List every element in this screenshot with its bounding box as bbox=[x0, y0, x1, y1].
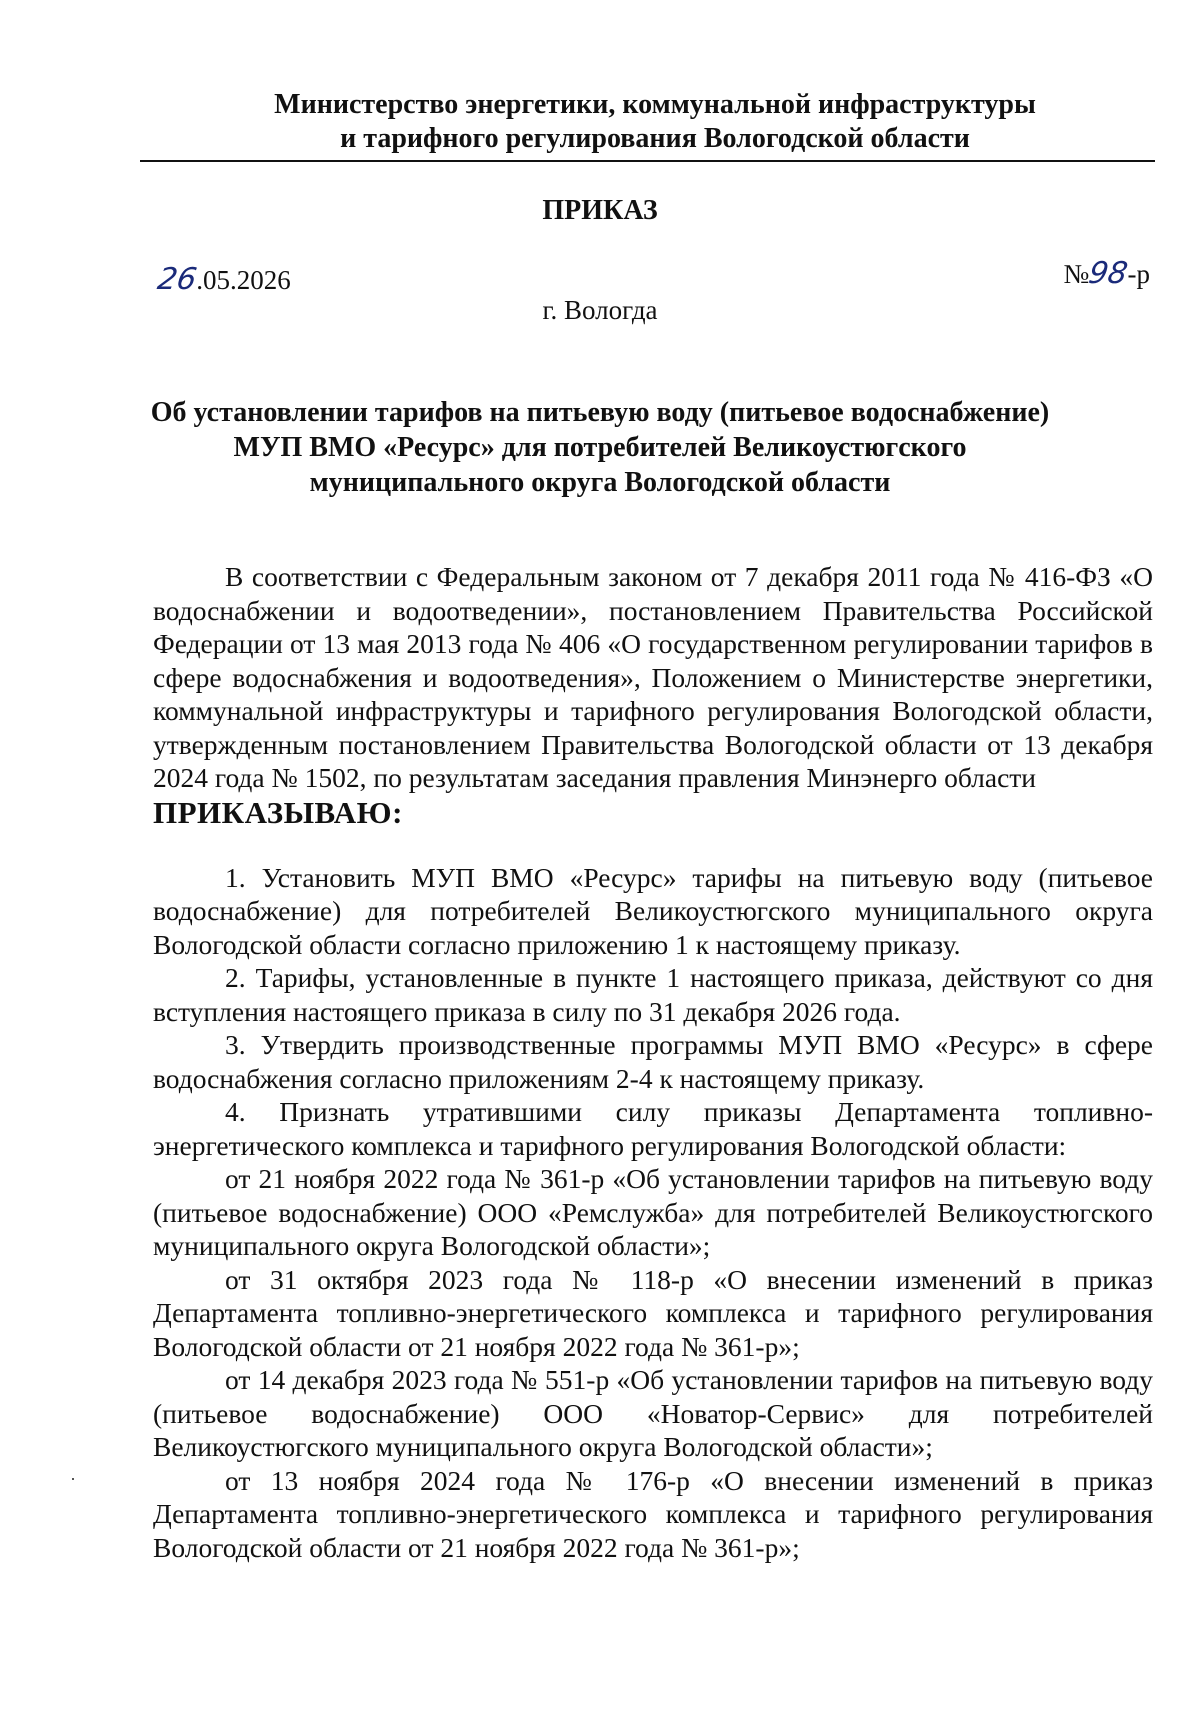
title-line-3: муниципального округа Вологодской области bbox=[309, 467, 891, 498]
repealed-order-2: от 31 октября 2023 года № 118-р «О внесении изменений в приказ Департамента топливно-энергетического комплекса и тарифного регулирования Вологодской области от 21 ноября 2022 года № 361-р»; bbox=[153, 1263, 1153, 1362]
date-rest: .05.2026 bbox=[196, 265, 291, 295]
city: г. Вологда bbox=[542, 295, 658, 325]
item-2: 2. Тарифы, установленные в пункте 1 настоящего приказа, действуют со дня вступления настоящего приказа в силу по 31 декабря 2026 года. bbox=[153, 962, 1153, 1027]
ministry-header bbox=[140, 88, 1170, 156]
preamble-paragraph: В соответствии с Федеральным законом от 7 декабря 2011 года № 416-ФЗ «О водоснабжении и водоотведении», постановлением Правительства Российской Федерации от 13 мая 2013 года № 406 «О государственном регулировании тарифов в сфере водоснабжения и водоотведения», Положением о Министерстве энергетики, коммунальной инфраструктуры и тарифного регулирования Вологодской области, утвержденным постановлением Правительства Вологодской области от 13 декабря 2024 года № 1502, по результатам заседания правления Минэнерго области bbox=[153, 561, 1153, 793]
ministry-line-1: Министерство энергетики, коммунальной инфраструктуры bbox=[274, 89, 1036, 120]
number-prefix: № bbox=[1063, 259, 1090, 289]
command-word: ПРИКАЗЫВАЮ: bbox=[153, 794, 403, 830]
title-line-2: МУП ВМО «Ресурс» для потребителей Великоустюгского bbox=[233, 432, 967, 463]
item-4: 4. Признать утратившими силу приказы Департамента топливно-энергетического комплекса и тарифного регулирования Вологодской области: bbox=[153, 1096, 1153, 1161]
repealed-order-3: от 14 декабря 2023 года № 551-р «Об установлении тарифов на питьевую воду (питьевое водоснабжение) ООО «Новатор-Сервис» для потребителей Великоустюгского муниципального округа Вологодской области»; bbox=[153, 1364, 1153, 1462]
order-number bbox=[1064, 256, 1150, 291]
item-3: 3. Утвердить производственные программы МУП ВМО «Ресурс» в сфере водоснабжения согласно приложениям 2-4 к настоящему приказу. bbox=[153, 1029, 1153, 1094]
ministry-line-2: и тарифного регулирования Вологодской области bbox=[340, 123, 970, 154]
number-suffix: -р bbox=[1127, 259, 1150, 289]
handwritten-day: 26 bbox=[154, 262, 200, 297]
repealed-order-1: от 21 ноября 2022 года № 361-р «Об установлении тарифов на питьевую воду (питьевое водоснабжение) ООО «Ремслужба» для потребителей Великоустюгского муниципального округа Вологодской области»; bbox=[153, 1163, 1153, 1261]
order-date bbox=[154, 262, 291, 297]
document-type: ПРИКАЗ bbox=[542, 195, 658, 226]
header-divider bbox=[140, 160, 1155, 162]
order-body bbox=[153, 560, 1153, 1564]
handwritten-number: 98 bbox=[1086, 256, 1131, 291]
item-1: 1. Установить МУП ВМО «Ресурс» тарифы на питьевую воду (питьевое водоснабжение) для потребителей Великоустюгского муниципального округа Вологодской области согласно приложению 1 к настоящему приказу. bbox=[153, 861, 1153, 960]
order-title bbox=[150, 395, 1050, 500]
scan-speck bbox=[72, 1478, 74, 1480]
title-line-1: Об установлении тарифов на питьевую воду (питьевое водоснабжение) bbox=[150, 397, 1050, 428]
repealed-order-4: от 13 ноября 2024 года № 176-р «О внесении изменений в приказ Департамента топливно-энергетического комплекса и тарифного регулирования Вологодской области от 21 ноября 2022 года № 361-р»; bbox=[153, 1464, 1153, 1563]
